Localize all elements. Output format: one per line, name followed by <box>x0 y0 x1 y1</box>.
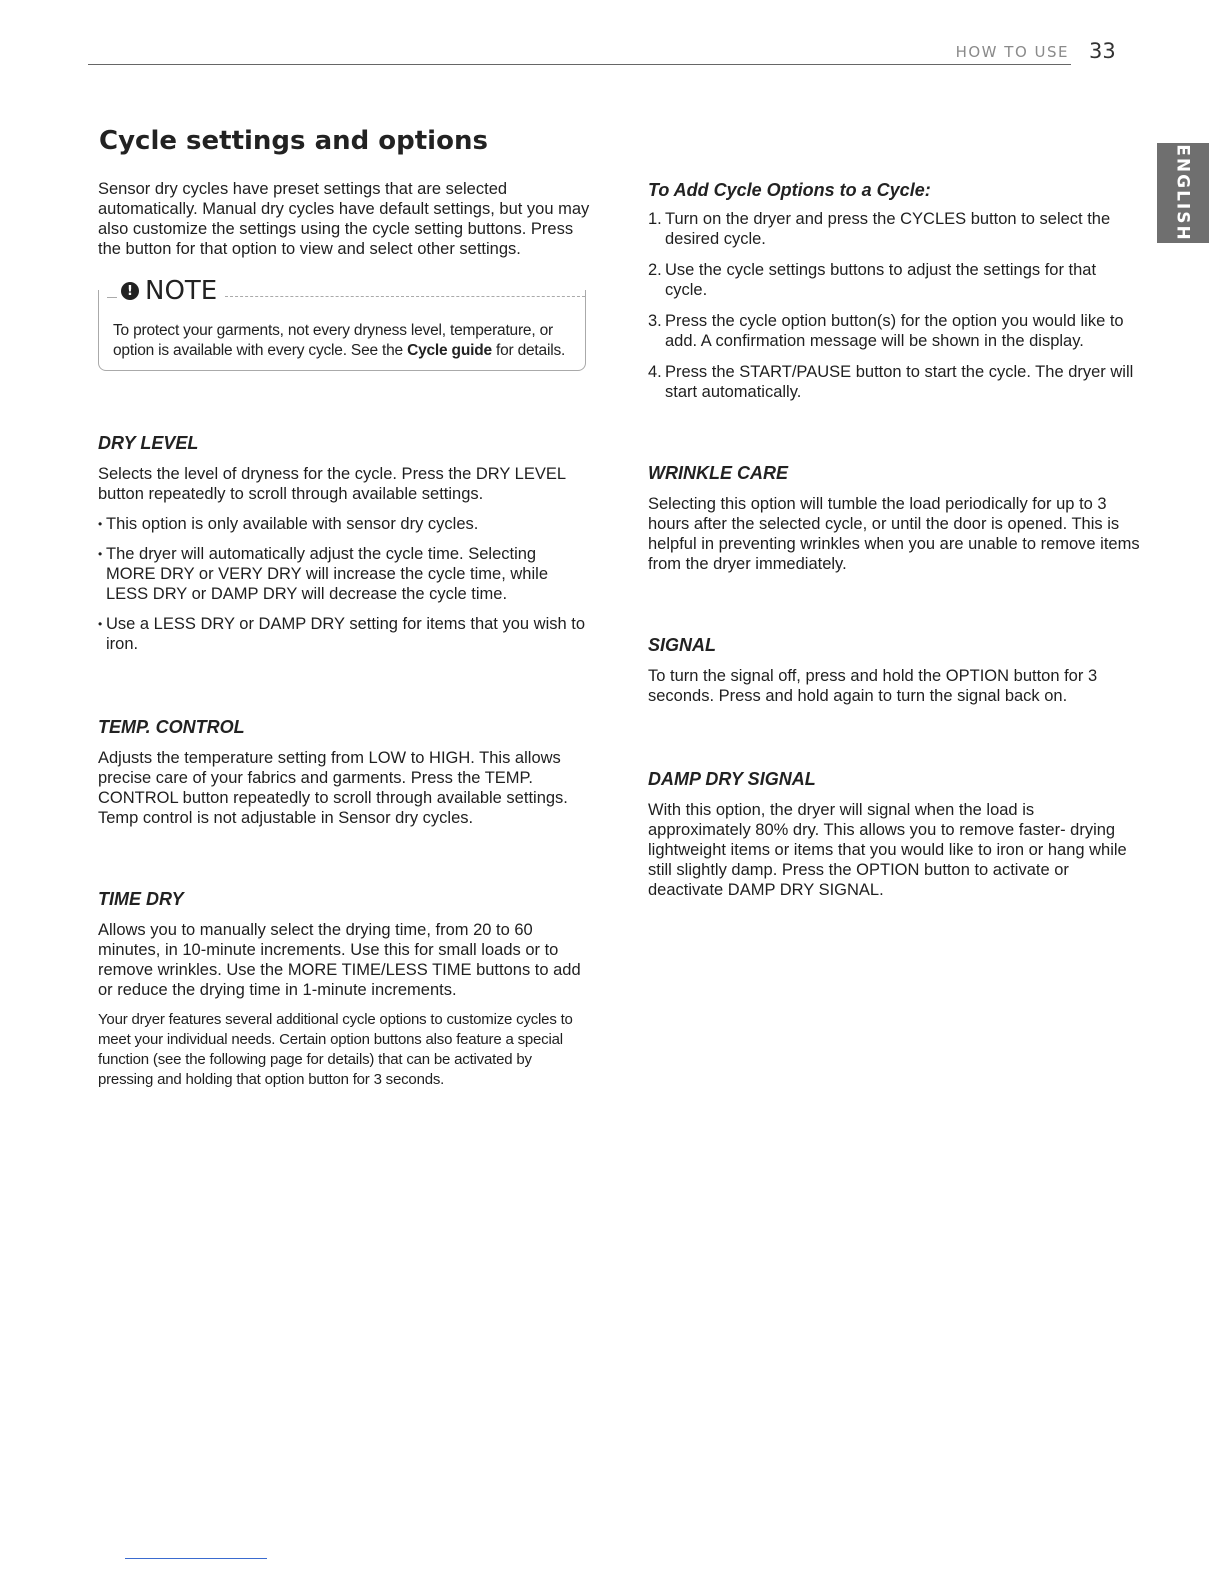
note-border <box>225 296 585 298</box>
dry-level-heading: DRY LEVEL <box>98 433 199 453</box>
step-text: Use the cycle settings buttons to adjust the settings for that cycle. <box>665 261 1097 299</box>
step-item <box>648 260 1140 300</box>
note-header <box>107 278 585 304</box>
additional-options-note: Your dryer features several additional cycle options to customize cycles to meet your individual needs. Certain option buttons also feature a special function (see the following page for details) that can be activated by pressing and holding that option button for 3 seconds. <box>98 1011 573 1088</box>
signal-section <box>648 634 1140 706</box>
time-dry-section <box>98 888 590 1090</box>
step-item <box>648 209 1140 249</box>
step-number: 2. <box>648 261 662 279</box>
note-text-start: To protect your garments, not every dryness level, temperature, or option is available with every cycle. See the <box>113 322 553 359</box>
note-border <box>107 297 117 298</box>
damp-dry-signal-section <box>648 768 1140 900</box>
time-dry-heading: TIME DRY <box>98 889 184 909</box>
step-item <box>648 311 1140 351</box>
signal-text: To turn the signal off, press and hold the OPTION button for 3 seconds. Press and hold again to turn the signal back on. <box>648 667 1098 705</box>
temp-control-heading: TEMP. CONTROL <box>98 717 245 737</box>
step-number: 3. <box>648 312 662 330</box>
header-divider <box>88 64 1071 65</box>
language-tab-label: ENGLISH <box>1173 144 1193 242</box>
page-title: Cycle settings and options <box>99 126 488 156</box>
language-tab <box>1157 143 1209 243</box>
note-title: NOTE <box>145 278 225 304</box>
page-number: 33 <box>1089 39 1116 63</box>
step-number: 1. <box>648 210 662 228</box>
damp-dry-signal-text: With this option, the dryer will signal when the load is approximately 80% dry. This allows you to remove faster- drying lightweight items or items that you would like to iron or hang while still slightly damp. Press the OPTION button to activate or deactivate DAMP DRY SIGNAL. <box>648 801 1127 899</box>
wrinkle-care-text: Selecting this option will tumble the load periodically for up to 3 hours after the selected cycle, or until the door is opened. This is helpful in preventing wrinkles when you are unable to remove items from the dryer immediately. <box>648 495 1140 573</box>
footer-line <box>125 1558 267 1559</box>
intro-text: Sensor dry cycles have preset settings that are selected automatically. Manual dry cycles have default settings, but you may also customize the settings using the cycle setting buttons. Press the button for that option to view and select other settings. <box>98 180 590 258</box>
temp-control-text: Adjusts the temperature setting from LOW to HIGH. This allows precise care of your fabrics and garments. Press the TEMP. CONTROL button repeatedly to scroll through available settings. Temp control is not adjustable in Sensor dry cycles. <box>98 749 568 827</box>
wrinkle-care-heading: WRINKLE CARE <box>648 463 788 483</box>
note-text-end: for details. <box>491 342 566 359</box>
bullet-item: • This option is only available with sensor dry cycles. <box>98 514 590 534</box>
signal-heading: SIGNAL <box>648 635 717 655</box>
step-text: Turn on the dryer and press the CYCLES button to select the desired cycle. <box>665 210 1111 248</box>
dry-level-bullets <box>98 514 590 654</box>
step-number: 4. <box>648 363 662 381</box>
damp-dry-signal-heading: DAMP DRY SIGNAL <box>648 769 816 789</box>
add-options-steps <box>648 209 1140 402</box>
dry-level-section <box>98 432 590 664</box>
time-dry-text: Allows you to manually select the drying time, from 20 to 60 minutes, in 10-minute increments. Use this for small loads or to remove wrinkles. Use the MORE TIME/LESS TIME buttons to add or reduce the drying time in 1-minute increments. <box>98 921 581 999</box>
add-options-heading: To Add Cycle Options to a Cycle: <box>648 180 931 200</box>
wrinkle-care-section <box>648 462 1140 574</box>
cycle-guide-reference: Cycle guide <box>407 342 492 359</box>
section-label: HOW TO USE <box>955 43 1069 61</box>
bullet-item: • The dryer will automatically adjust the cycle time. Selecting MORE DRY or VERY DRY will increase the cycle time, while LESS DRY or DAMP DRY will decrease the cycle time. <box>98 544 590 604</box>
bullet-item: • Use a LESS DRY or DAMP DRY setting for items that you wish to iron. <box>98 614 590 654</box>
step-item <box>648 362 1140 402</box>
step-text: Press the cycle option button(s) for the option you would like to add. A confirmation message will be shown in the display. <box>665 312 1124 350</box>
step-text: Press the START/PAUSE button to start the cycle. The dryer will start automatically. <box>665 363 1134 401</box>
add-options-section <box>648 179 1140 413</box>
note-box <box>98 276 586 371</box>
warning-icon: ! <box>121 282 139 300</box>
intro-section <box>98 179 590 259</box>
dry-level-text: Selects the level of dryness for the cycle. Press the DRY LEVEL button repeatedly to scroll through available settings. <box>98 465 566 503</box>
note-text <box>113 321 573 361</box>
temp-control-section <box>98 716 590 828</box>
